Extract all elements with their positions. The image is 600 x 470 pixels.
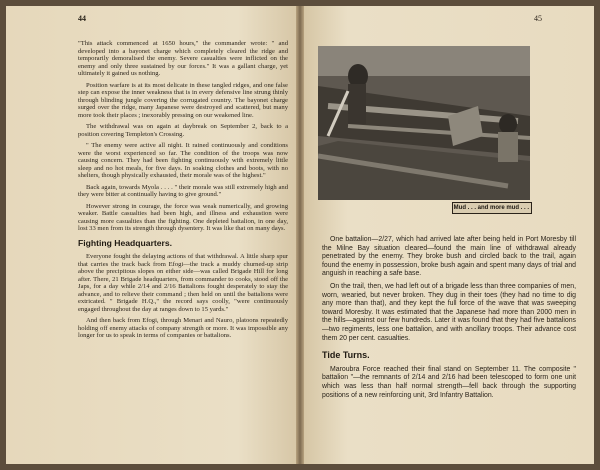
section-heading: Fighting Headquarters.	[78, 237, 173, 248]
left-page-text	[78, 40, 288, 344]
photo-caption: Mud . . . and more mud . . .	[452, 202, 532, 214]
paragraph: Everyone fought the delaying actions of that withdrawal. A little sharp spur that carries the track back from Efogi—the track a muddy churned-up strip above the precipitous slopes on either side—was called Brigade Hill for long after. There, 21 Brigade headquarters, from commander to cooks, stood off the Japs, for a day while 2/14 and 2/16 Battalions fought desperately to stay the advance, and to relieve their command ; then held on until the battalions were extricated. " Brigade H.Q.," the record says coolly, "were continuously engaged throughout the day at ranges down to 15 yards."	[78, 253, 288, 313]
book-gutter	[296, 6, 304, 464]
paragraph: On the trail, then, we had left out of a brigade less than three companies of men, worn, wearied, but never broken. They dug in their toes (they had no time to dig any more than that), and they kept the full force of the wave that was sweeping toward Moresby. It was estimated that the Japanese had more than 2000 men in the hills—against our few hundreds. Later it was found that they had five battalions—two regiments, less one battalion, and with ancillary troops. Their advance cost them 20 per cent. casualties.	[322, 282, 576, 342]
right-page	[304, 6, 594, 464]
paragraph: "This attack commenced at 1650 hours," the commander wrote: " and developed into a bayonet charge which completely cleared the ridge and temporarily demoralised the enemy. Severe casualties were inflicted on the enemy and only three sustained by our forces." It was a gallant charge, yet ultimately it gained us nothing.	[78, 40, 288, 77]
photo-illustration	[318, 46, 530, 200]
paragraph: And then back from Efogi, through Menari and Nauro, platoons repeatedly holding off enemy attacks of company strength or more. It was impossible any longer for us to speak in terms of companies or battalions.	[78, 317, 288, 339]
paragraph: The withdrawal was on again at daybreak on September 2, back to a position covering Templeton's Crossing.	[78, 123, 288, 138]
left-page	[6, 6, 296, 464]
paragraph: One battalion—2/27, which had arrived late after being held in Port Moresby till the Milne Bay situation cleared—found the main line of withdrawal already penetrated by the enemy. They broke bush and circled back to the trail, again found the enemy in possession, broke bush again and spent many days of trial and anguish in reaching a safe base.	[322, 236, 576, 278]
paragraph: However strong in courage, the force was weak numerically, and growing weaker. Battle casualties had been high, and illness and exhaustion were causing more casualties than the fighting. One depleted battalion, in one day, lost 33 men from its strength through dysentery. It was like that on many days.	[78, 202, 288, 232]
paragraph: Back again, towards Myola . . . . " their morale was still extremely high and they were bitter at continually having to give ground."	[78, 183, 288, 198]
paragraph: Position warfare is at its most delicate in these tangled ridges, and one false step can expose the inner weakness that is in every defensive line strung thinly through blinding jungle covering the corrugated country. The bayonet charge surged over the ridge, many Japanese were destroyed and scattered, but many more took their places ; inexorably pressing on our weakened line.	[78, 81, 288, 119]
page-number-left: 44	[78, 14, 86, 23]
paragraph: " The enemy were active all night. It rained continuously and conditions were the worst experienced so far. The condition of the troops was now causing concern. They had been fighting continuously with extremely little sleep and no hot meals, for five days. In soaking clothes and boots, with no shelters, though physically exhausted, their morale was of the highest."	[78, 142, 288, 179]
page-number-right: 45	[534, 14, 542, 23]
photo-mud	[318, 46, 530, 200]
right-page-text	[322, 236, 576, 404]
section-heading: Tide Turns.	[322, 350, 370, 361]
paragraph: Maroubra Force reached their final stand on September 11. The composite " battalion "—the remnants of 2/14 and 2/16 had been telescoped to form one unit which was less than half normal strength—fell back through the supporting positions of a new reinforcing unit, 3rd Infantry Battalion.	[322, 365, 576, 399]
